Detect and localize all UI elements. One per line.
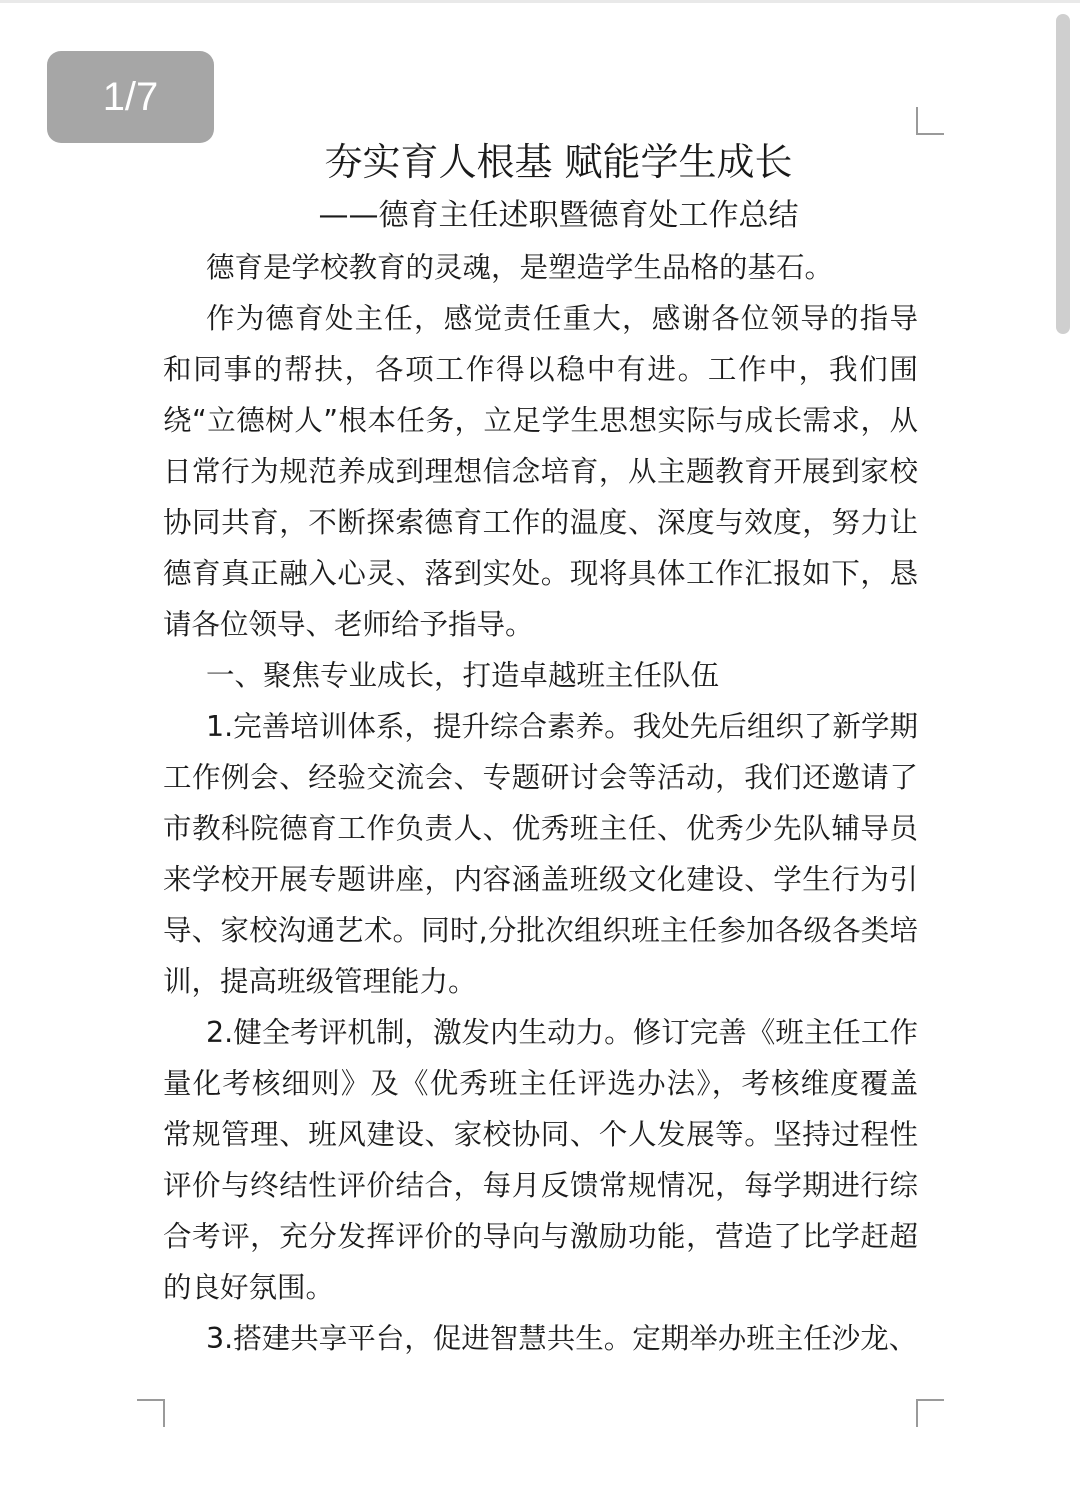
paragraph-intro: 德育是学校教育的灵魂，是塑造学生品格的基石。 xyxy=(206,251,834,284)
paragraph-overview: 作为德育处主任，感觉责任重大，感谢各位领导的指导和同事的帮扶，各项工作得以稳中有进。工作中，我们围绕“立德树人”根本任务，立足学生思想实际与成长需求，从日常行为规范养成到理想信念培育，从主题教育开展到家校协同共育，不断探索德育工作的温度、深度与效度，努力让德育真正融入心灵、落到实处。现将具体工作汇报如下，恳请各位领导、老师给予指导。 xyxy=(163,302,918,641)
scrollbar-thumb[interactable] xyxy=(1056,14,1070,334)
document-subtitle: ——德育主任述职暨德育处工作总结 xyxy=(318,198,799,233)
window-top-edge xyxy=(0,0,1080,3)
section-heading-1: 一、聚焦专业成长，打造卓越班主任队伍 xyxy=(206,659,720,692)
page-indicator-label: 1/7 xyxy=(102,74,159,119)
paragraph-item-2: 2.健全考评机制，激发内生动力。修订完善《班主任工作量化考核细则》及《优秀班主任评选办法》，考核维度覆盖常规管理、班风建设、家校协同、个人发展等。坚持过程性评价与终结性评价结合，每月反馈常规情况，每学期进行综合考评，充分发挥评价的导向与激励功能，营造了比学赶超的良好氛围。 xyxy=(163,1016,918,1304)
page-corner-mark-bottom-left xyxy=(137,1399,165,1427)
document-page xyxy=(163,132,918,1364)
paragraph-item-1: 1.完善培训体系，提升综合素养。我处先后组织了新学期工作例会、经验交流会、专题研讨会等活动，我们还邀请了市教科院德育工作负责人、优秀班主任、优秀少先队辅导员来学校开展专题讲座，内容涵盖班级文化建设、学生行为引导、家校沟通艺术。同时,分批次组织班主任参加各级各类培训，提高班级管理能力。 xyxy=(163,710,918,998)
page-corner-mark-top-right xyxy=(916,107,944,135)
paragraph-item-3: 3.搭建共享平台，促进智慧共生。定期举办班主任沙龙、 xyxy=(206,1322,918,1355)
page-indicator xyxy=(47,51,214,143)
page-corner-mark-bottom-right xyxy=(916,1399,944,1427)
document-title: 夯实育人根基 赋能学生成长 xyxy=(324,140,793,184)
